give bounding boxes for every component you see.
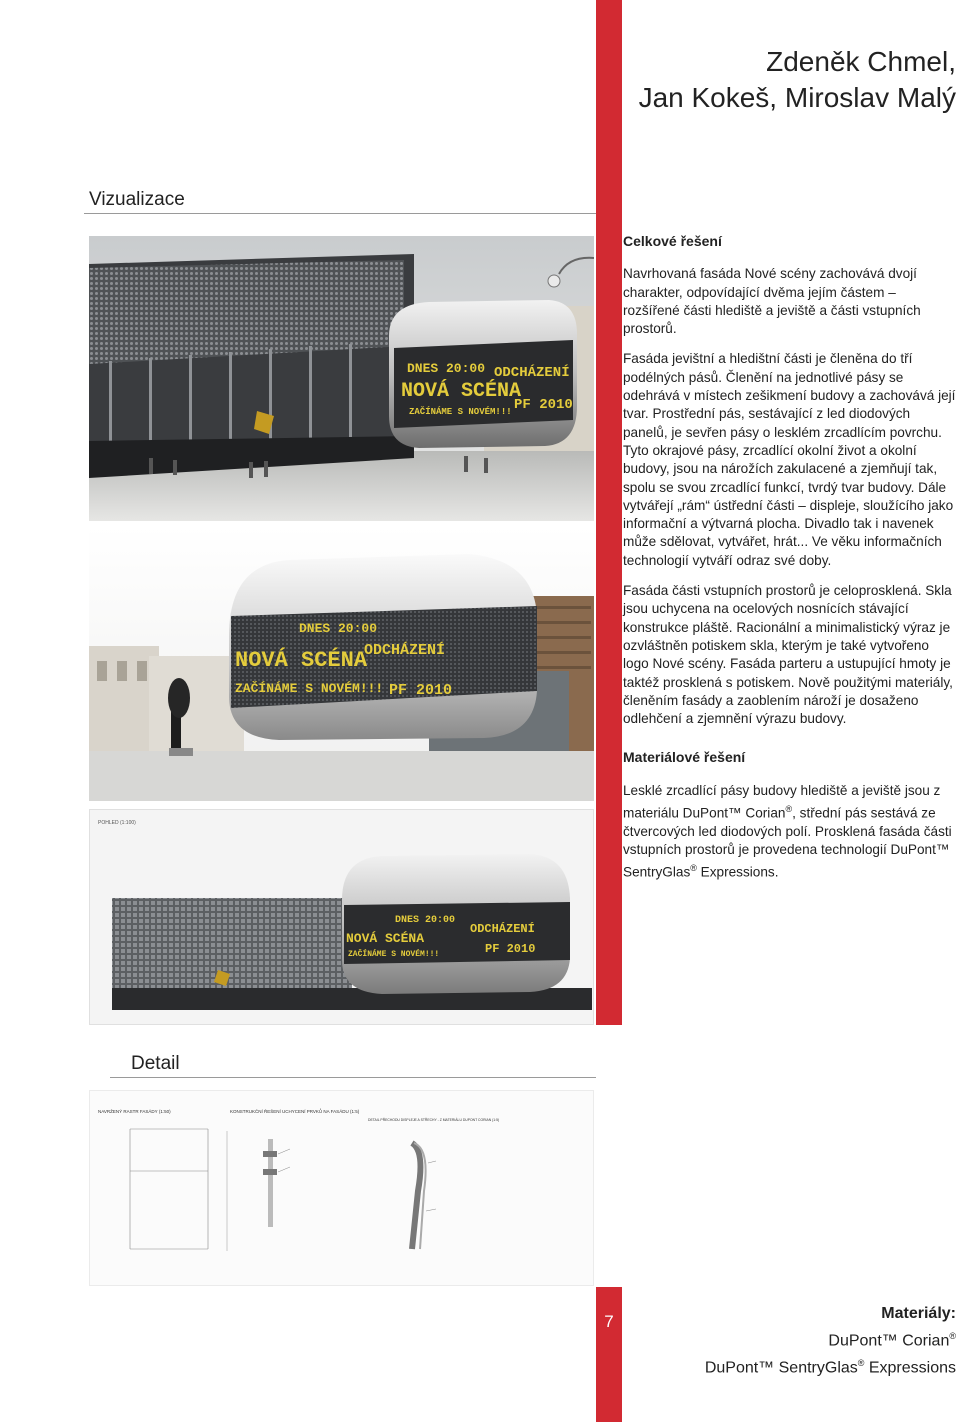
render-street-view — [89, 236, 594, 521]
paragraph-4-part-a: Lesklé zrcadlící pásy budovy hlediště a jeviště jsou z materiálu DuPont™ Corian — [623, 782, 941, 821]
paragraph-4-part-b: , střední pás sestává ze čtvercových led diodových polí. Prosklená fasáda části vstupních prostorů je provedena technologií DuPont™ SentryGlas — [623, 805, 952, 880]
elevation-sign-line3: ODCHÁZENÍ — [470, 922, 535, 936]
render2-sign-line1: DNES 20:00 — [299, 621, 378, 636]
paragraph-3: Fasáda části vstupních prostorů je celoprosklená. Skla jsou uchycena na ocelových nosnících stávající konstrukce pláště. Racionální a minimalistický výraz je ozvláštněn potiskem skla, kterým je také vytvořeno logo Nové scény. Fasáda parteru a ustupující hmoty je taktéž prosklená s potiskem. Nově použitými materiály, členěním fasády a zaoblením nároží je dosaženo odlehčení a zjemnění výrazu budovy. — [623, 583, 953, 727]
materials-line2-end: Expressions — [864, 1359, 956, 1377]
section-rule-detail — [110, 1077, 596, 1078]
materials-title: Materiály: — [881, 1305, 956, 1322]
materials-line1 — [705, 1325, 956, 1352]
render1-sign-line4: ZAČÍNÁME S NOVÉM!!! — [409, 407, 512, 417]
registered-mark: ® — [785, 804, 793, 815]
render2-sign-line5: PF 2010 — [389, 682, 453, 699]
paragraph-4 — [623, 782, 956, 883]
elevation-sign-line5: PF 2010 — [485, 942, 536, 956]
elevation-sign-line1: DNES 20:00 — [395, 915, 456, 926]
page-number: 7 — [604, 1312, 614, 1331]
render1-sign-line3: ODCHÁZENÍ — [494, 365, 570, 381]
section-title-vizualizace: Vizualizace — [89, 189, 185, 210]
detail-title-fixing: KONSTRUKČNÍ ŘEŠENÍ UCHYCENÍ PRVKŮ NA FASÁDU (1:5) — [230, 1109, 360, 1114]
materials-line1-text: DuPont™ Corian — [828, 1332, 950, 1350]
elevation-sign-line2: NOVÁ SCÉNA — [346, 931, 425, 946]
materials-line2-text: DuPont™ SentryGlas — [704, 1359, 858, 1377]
section-rule — [84, 213, 596, 214]
elevation-drawing — [89, 809, 594, 1025]
authors-line2: Jan Kokeš, Miroslav Malý — [638, 82, 956, 113]
materials-footer — [705, 1303, 956, 1380]
section-title-detail: Detail — [131, 1053, 180, 1074]
render1-sign-line1: DNES 20:00 — [407, 361, 486, 376]
red-bar-gap — [596, 1025, 622, 1287]
render-corner-view — [89, 526, 594, 801]
detail-drawings — [89, 1090, 594, 1286]
paragraph-2: Fasáda jevištní a hledištní části je členěna do tří podélných pásů. Členění na jednotlivé pásy se odehrává v místech zešikmení budovy a zachovává její tvar. Prostřední pás, sestávající z led diodových panelů, je sevřen pásy o lesklém zrcadlícím povrchu. Tyto okrajové pásy, zrcadlící okolní život a okolní budovy, jsou na nárožích zakulacené a zjemňují tak, spolu se svou zrcadlící funkcí, tvrdý tvar budovy. Dále vytvářejí „rám“ ústřední části – displeje, sloužícího jako informační a výtvarná plocha. Divadlo tak i navenek může sdělovat, vytvářet, hrát... Ve věku informačních technologií vytváří odraz své doby. — [623, 351, 956, 568]
article-text — [623, 232, 956, 894]
heading-celkove-reseni: Celkové řešení — [623, 233, 722, 249]
render2-sign-line4: ZAČÍNÁME S NOVÉM!!! — [235, 681, 384, 696]
elevation-sign-line4: ZAČÍNÁME S NOVÉM!!! — [348, 950, 440, 959]
paragraph-1: Navrhovaná fasáda Nové scény zachovává dvojí charakter, odpovídající dvěma jejím částem – rozšířené části hlediště a jeviště a části vstupních prostorů. — [623, 266, 921, 337]
detail-title-corian: DETAIL PŘECHODU DISPLEJE A STŘECHY - Z MATERIÁLU DUPONT CORIAN (1:5) — [368, 1118, 500, 1122]
paragraph-4-part-c: Expressions. — [696, 864, 779, 880]
registered-mark: ® — [857, 1358, 865, 1369]
materials-line2 — [705, 1352, 956, 1379]
render2-sign-line2: NOVÁ SCÉNA — [235, 648, 368, 673]
render2-sign-line3: ODCHÁZENÍ — [364, 642, 446, 659]
authors-line1: Zdeněk Chmel, — [766, 46, 956, 77]
render1-sign-line2: NOVÁ SCÉNA — [401, 380, 522, 403]
heading-materialove-reseni: Materiálové řešení — [623, 749, 746, 766]
detail-title-grid: NAVRŽENÝ RASTR FASÁDY (1:50) — [98, 1109, 171, 1114]
registered-mark: ® — [949, 1331, 956, 1341]
registered-mark: ® — [690, 863, 697, 874]
authors — [639, 44, 956, 116]
render1-sign-line5: PF 2010 — [514, 397, 573, 413]
elevation-label: POHLED (1:100) — [98, 820, 136, 826]
